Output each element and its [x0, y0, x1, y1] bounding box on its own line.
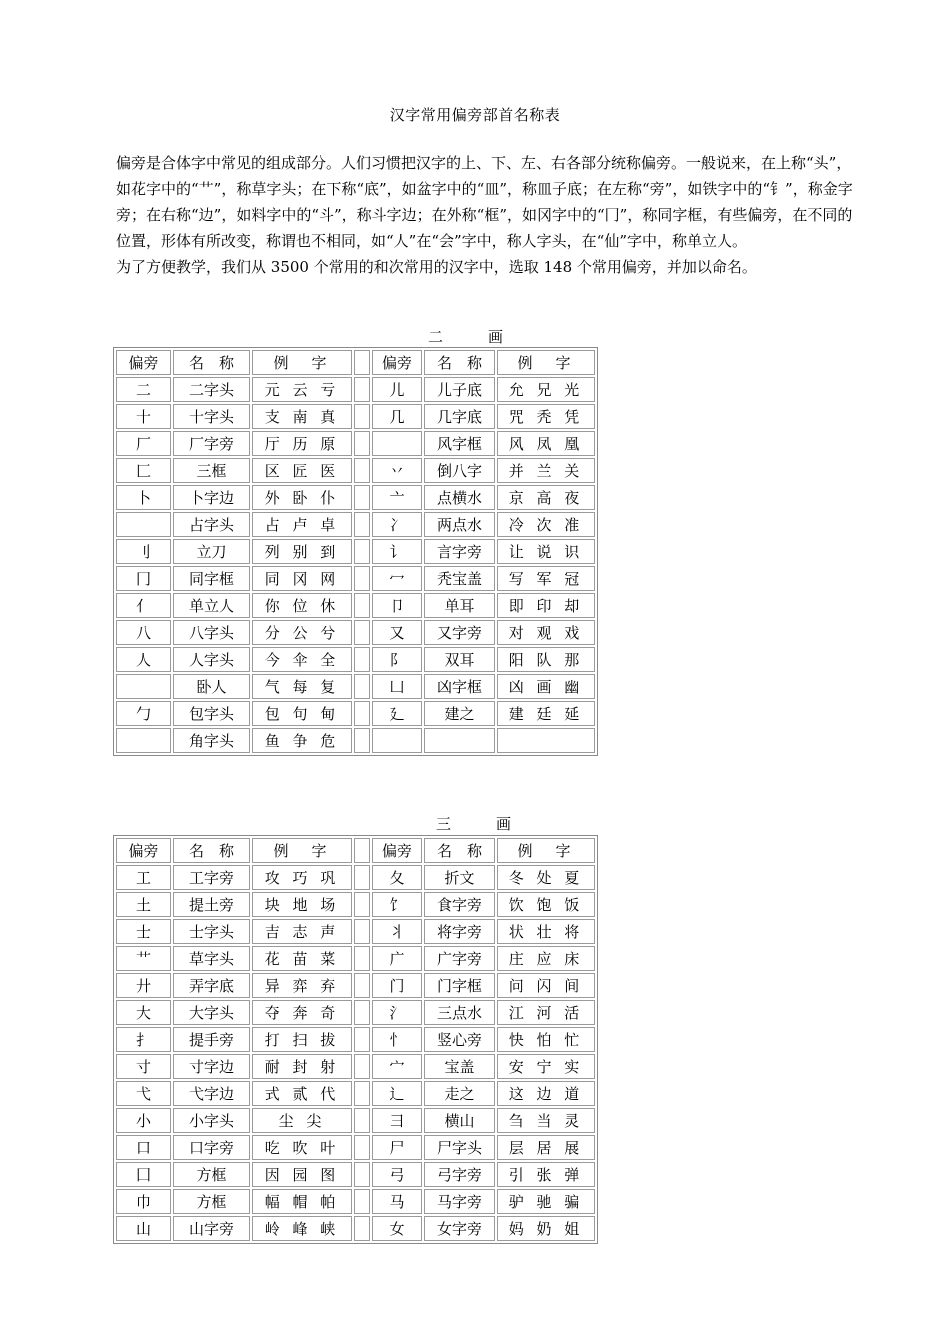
- column-gap: [354, 620, 370, 645]
- example-chars-cell: 引 张 弹: [497, 1162, 595, 1187]
- radical-cell: 丬: [372, 919, 422, 944]
- radical-name-cell: 秃宝盖: [424, 566, 495, 591]
- radical-cell: 饣: [372, 892, 422, 917]
- radical-cell: 廾: [116, 973, 171, 998]
- example-chars-cell: 气 每 复: [252, 674, 352, 699]
- column-gap: [354, 946, 370, 971]
- radical-cell: 忄: [372, 1027, 422, 1052]
- radical-name-cell: 人字头: [173, 647, 250, 672]
- radical-cell: 夂: [372, 865, 422, 890]
- example-chars-cell: 风 凤 凰: [497, 431, 595, 456]
- table-row: [116, 973, 595, 998]
- example-chars-cell: 厅 历 原: [252, 431, 352, 456]
- radical-cell: 二: [116, 377, 171, 402]
- header-radical: 偏旁: [116, 838, 171, 863]
- example-chars-cell: 岭 峰 峡: [252, 1216, 352, 1241]
- table-row: [116, 1000, 595, 1025]
- table-header-row: [116, 350, 595, 375]
- radical-cell: 冖: [372, 566, 422, 591]
- radical-cell: 辶: [372, 1081, 422, 1106]
- radical-cell: 匚: [116, 458, 171, 483]
- table-row: [116, 674, 595, 699]
- table-row: [116, 1108, 595, 1133]
- table-row: [116, 1054, 595, 1079]
- table-row: [116, 728, 595, 753]
- table-row: [116, 1162, 595, 1187]
- radical-name-cell: 广字旁: [424, 946, 495, 971]
- radical-cell: 门: [372, 973, 422, 998]
- header-radical: 偏旁: [116, 350, 171, 375]
- radical-cell: 宀: [372, 1054, 422, 1079]
- example-chars-cell: 层 居 展: [497, 1135, 595, 1160]
- example-chars-cell: 占 卢 卓: [252, 512, 352, 537]
- radical-name-cell: 单立人: [173, 593, 250, 618]
- radical-cell: 卩: [372, 593, 422, 618]
- example-chars-cell: 刍 当 灵: [497, 1108, 595, 1133]
- radical-cell: 刂: [116, 539, 171, 564]
- example-chars-cell: 吃 吹 叶: [252, 1135, 352, 1160]
- example-chars-cell: 元 云 亏: [252, 377, 352, 402]
- radical-name-cell: 卧人: [173, 674, 250, 699]
- column-gap: [354, 458, 370, 483]
- radical-name-cell: 走之: [424, 1081, 495, 1106]
- radical-cell: 大: [116, 1000, 171, 1025]
- example-chars-cell: 分 公 兮: [252, 620, 352, 645]
- header-radical: 偏旁: [372, 838, 422, 863]
- table-row: [116, 919, 595, 944]
- column-gap: [354, 1000, 370, 1025]
- example-chars-cell: 冷 次 准: [497, 512, 595, 537]
- table-row: [116, 404, 595, 429]
- radical-name-cell: 厂字旁: [173, 431, 250, 456]
- intro-paragraph-2: 为了方便教学，我们从 3500 个常用的和次常用的汉字中，选取 148 个常用偏旁，并加以命名。: [116, 258, 757, 276]
- column-gap: [354, 973, 370, 998]
- table-row: [116, 1081, 595, 1106]
- example-chars-cell: 阳 队 那: [497, 647, 595, 672]
- radical-name-cell: 弄字底: [173, 973, 250, 998]
- radical-name-cell: 言字旁: [424, 539, 495, 564]
- example-chars-cell: 庄 应 床: [497, 946, 595, 971]
- radical-cell: 弋: [116, 1081, 171, 1106]
- example-chars-cell: 江 河 活: [497, 1000, 595, 1025]
- example-chars-cell: 花 苗 菜: [252, 946, 352, 971]
- radical-name-cell: 十字头: [173, 404, 250, 429]
- table-row: [116, 1216, 595, 1241]
- header-example: 例 字: [252, 350, 352, 375]
- radical-cell: 口: [116, 1135, 171, 1160]
- radical-name-cell: 三框: [173, 458, 250, 483]
- column-gap: [354, 485, 370, 510]
- radical-cell: 寸: [116, 1054, 171, 1079]
- column-gap: [354, 701, 370, 726]
- example-chars-cell: 外 卧 仆: [252, 485, 352, 510]
- column-gap: [354, 865, 370, 890]
- radical-cell: 氵: [372, 1000, 422, 1025]
- column-gap: [354, 593, 370, 618]
- example-chars-cell: 饮 饱 饭: [497, 892, 595, 917]
- radical-cell: 马: [372, 1189, 422, 1214]
- radical-cell: 勹: [116, 701, 171, 726]
- example-chars-cell: 因 园 图: [252, 1162, 352, 1187]
- example-chars-cell: 咒 秃 凭: [497, 404, 595, 429]
- example-chars-cell: 建 廷 延: [497, 701, 595, 726]
- example-chars-cell: 凶 画 幽: [497, 674, 595, 699]
- column-gap: [354, 1135, 370, 1160]
- table-header-row: [116, 838, 595, 863]
- column-gap: [354, 512, 370, 537]
- radical-name-cell: 草字头: [173, 946, 250, 971]
- intro-paragraph-1: 偏旁是合体字中常见的组成部分。人们习惯把汉字的上、下、左、右各部分统称偏旁。一般说来，在上称“头”，如花字中的“艹”，称草字头；在下称“底”，如盆字中的“皿”，称皿子底；在左称“旁”，如铁字中的“钅”，称金字旁；在右称“边”，如料字中的“斗”，称斗字边；在外称“框”，如冈字中的“冂”，称同字框，有些偏旁，在不同的位置，形体有所改变，称谓也不相同，如“人”在“会”字中，称人字头，在“仙”字中，称单立人。: [116, 154, 853, 250]
- example-chars-cell: 即 印 却: [497, 593, 595, 618]
- radical-name-cell: 食字旁: [424, 892, 495, 917]
- example-chars-cell: 这 边 道: [497, 1081, 595, 1106]
- column-gap: [354, 1216, 370, 1241]
- radical-name-cell: 建之: [424, 701, 495, 726]
- example-chars-cell: 并 兰 关: [497, 458, 595, 483]
- example-chars-cell: 块 地 场: [252, 892, 352, 917]
- example-chars-cell: 状 壮 将: [497, 919, 595, 944]
- table-row: [116, 512, 595, 537]
- radical-cell: 儿: [372, 377, 422, 402]
- radical-name-cell: 尸字头: [424, 1135, 495, 1160]
- column-gap: [354, 838, 370, 863]
- header-name: 名 称: [173, 350, 250, 375]
- example-chars-cell: 支 南 真: [252, 404, 352, 429]
- table-row: [116, 1027, 595, 1052]
- radical-cell: 十: [116, 404, 171, 429]
- radical-cell: [372, 431, 422, 456]
- example-chars-cell: 夺 奔 奇: [252, 1000, 352, 1025]
- radical-name-cell: 三点水: [424, 1000, 495, 1025]
- radical-cell: [116, 728, 171, 753]
- radical-name-cell: 立刀: [173, 539, 250, 564]
- header-radical: 偏旁: [372, 350, 422, 375]
- column-gap: [354, 919, 370, 944]
- section-title-two-strokes: 二 画: [428, 328, 504, 346]
- column-gap: [354, 1189, 370, 1214]
- radical-cell: [116, 512, 171, 537]
- radical-cell: 广: [372, 946, 422, 971]
- radical-name-cell: 弓字旁: [424, 1162, 495, 1187]
- radical-cell: 丷: [372, 458, 422, 483]
- example-chars-cell: [497, 728, 595, 753]
- radical-cell: 女: [372, 1216, 422, 1241]
- radical-cell: 阝: [372, 647, 422, 672]
- column-gap: [354, 728, 370, 753]
- radical-cell: 工: [116, 865, 171, 890]
- column-gap: [354, 1027, 370, 1052]
- radical-cell: [372, 728, 422, 753]
- header-name: 名 称: [424, 350, 495, 375]
- intro-text: [116, 150, 856, 280]
- radical-name-cell: 卜字边: [173, 485, 250, 510]
- radical-name-cell: [424, 728, 495, 753]
- radical-cell: 卜: [116, 485, 171, 510]
- radical-name-cell: 点横水: [424, 485, 495, 510]
- radical-name-cell: 双耳: [424, 647, 495, 672]
- example-chars-cell: 吉 志 声: [252, 919, 352, 944]
- example-chars-cell: 包 句 甸: [252, 701, 352, 726]
- column-gap: [354, 404, 370, 429]
- example-chars-cell: 异 弈 弃: [252, 973, 352, 998]
- column-gap: [354, 1081, 370, 1106]
- radical-name-cell: 二字头: [173, 377, 250, 402]
- example-chars-cell: 攻 巧 巩: [252, 865, 352, 890]
- radical-cell: 廴: [372, 701, 422, 726]
- table-row: [116, 946, 595, 971]
- example-chars-cell: 今 伞 全: [252, 647, 352, 672]
- table-row: [116, 865, 595, 890]
- radical-cell: 讠: [372, 539, 422, 564]
- radical-name-cell: 折文: [424, 865, 495, 890]
- radical-table-three-strokes: [113, 835, 598, 1244]
- radical-name-cell: 横山: [424, 1108, 495, 1133]
- table-row: [116, 593, 595, 618]
- example-chars-cell: 耐 封 射: [252, 1054, 352, 1079]
- radical-name-cell: 竖心旁: [424, 1027, 495, 1052]
- radical-name-cell: 女字旁: [424, 1216, 495, 1241]
- radical-cell: 八: [116, 620, 171, 645]
- header-example: 例 字: [252, 838, 352, 863]
- column-gap: [354, 647, 370, 672]
- example-chars-cell: 你 位 休: [252, 593, 352, 618]
- radical-cell: 扌: [116, 1027, 171, 1052]
- radical-name-cell: 门字框: [424, 973, 495, 998]
- radical-cell: 巾: [116, 1189, 171, 1214]
- table-row: [116, 431, 595, 456]
- example-chars-cell: 让 说 识: [497, 539, 595, 564]
- radical-name-cell: 提手旁: [173, 1027, 250, 1052]
- column-gap: [354, 1162, 370, 1187]
- radical-name-cell: 大字头: [173, 1000, 250, 1025]
- table-row: [116, 566, 595, 591]
- section-title-three-strokes: 三 画: [436, 815, 512, 833]
- radical-name-cell: 同字框: [173, 566, 250, 591]
- table-row: [116, 892, 595, 917]
- column-gap: [354, 674, 370, 699]
- header-name: 名 称: [424, 838, 495, 863]
- table-row: [116, 377, 595, 402]
- example-chars-cell: 幅 帽 帕: [252, 1189, 352, 1214]
- radical-name-cell: 寸字边: [173, 1054, 250, 1079]
- radical-name-cell: 小字头: [173, 1108, 250, 1133]
- header-example: 例 字: [497, 838, 595, 863]
- radical-cell: 小: [116, 1108, 171, 1133]
- radical-cell: 尸: [372, 1135, 422, 1160]
- radical-name-cell: 方框: [173, 1162, 250, 1187]
- radical-name-cell: 将字旁: [424, 919, 495, 944]
- radical-cell: 又: [372, 620, 422, 645]
- column-gap: [354, 539, 370, 564]
- radical-cell: 土: [116, 892, 171, 917]
- radical-name-cell: 口字旁: [173, 1135, 250, 1160]
- example-chars-cell: 列 别 到: [252, 539, 352, 564]
- example-chars-cell: 式 贰 代: [252, 1081, 352, 1106]
- radical-name-cell: 马字旁: [424, 1189, 495, 1214]
- radical-name-cell: 又字旁: [424, 620, 495, 645]
- radical-name-cell: 包字头: [173, 701, 250, 726]
- radical-cell: 人: [116, 647, 171, 672]
- header-name: 名 称: [173, 838, 250, 863]
- column-gap: [354, 1054, 370, 1079]
- radical-name-cell: 几字底: [424, 404, 495, 429]
- column-gap: [354, 431, 370, 456]
- radical-cell: 厂: [116, 431, 171, 456]
- example-chars-cell: 京 高 夜: [497, 485, 595, 510]
- radical-name-cell: 儿子底: [424, 377, 495, 402]
- column-gap: [354, 377, 370, 402]
- column-gap: [354, 566, 370, 591]
- radical-name-cell: 两点水: [424, 512, 495, 537]
- radical-cell: 彐: [372, 1108, 422, 1133]
- radical-name-cell: 工字旁: [173, 865, 250, 890]
- radical-cell: 冂: [116, 566, 171, 591]
- radical-cell: 囗: [116, 1162, 171, 1187]
- radical-name-cell: 八字头: [173, 620, 250, 645]
- example-chars-cell: 快 怕 忙: [497, 1027, 595, 1052]
- radical-name-cell: 宝盖: [424, 1054, 495, 1079]
- example-chars-cell: 鱼 争 危: [252, 728, 352, 753]
- example-chars-cell: 对 观 戏: [497, 620, 595, 645]
- example-chars-cell: 妈 奶 姐: [497, 1216, 595, 1241]
- table-row: [116, 458, 595, 483]
- radical-name-cell: 弋字边: [173, 1081, 250, 1106]
- example-chars-cell: 问 闪 间: [497, 973, 595, 998]
- example-chars-cell: 允 兄 光: [497, 377, 595, 402]
- radical-cell: 艹: [116, 946, 171, 971]
- example-chars-cell: 区 匠 医: [252, 458, 352, 483]
- document-title: 汉字常用偏旁部首名称表: [389, 106, 561, 124]
- table-row: [116, 485, 595, 510]
- radical-name-cell: 山字旁: [173, 1216, 250, 1241]
- radical-cell: 亻: [116, 593, 171, 618]
- example-chars-cell: 打 扫 拔: [252, 1027, 352, 1052]
- radical-name-cell: 士字头: [173, 919, 250, 944]
- table-row: [116, 647, 595, 672]
- radical-cell: [116, 674, 171, 699]
- table-row: [116, 620, 595, 645]
- radical-name-cell: 角字头: [173, 728, 250, 753]
- radical-cell: 几: [372, 404, 422, 429]
- example-chars-cell: 驴 驰 骗: [497, 1189, 595, 1214]
- example-chars-cell: 写 军 冠: [497, 566, 595, 591]
- radical-name-cell: 风字框: [424, 431, 495, 456]
- radical-name-cell: 方框: [173, 1189, 250, 1214]
- table-row: [116, 1189, 595, 1214]
- table-row: [116, 1135, 595, 1160]
- radical-cell: 亠: [372, 485, 422, 510]
- radical-cell: 冫: [372, 512, 422, 537]
- table-row: [116, 539, 595, 564]
- radical-cell: 弓: [372, 1162, 422, 1187]
- example-chars-cell: 安 宁 实: [497, 1054, 595, 1079]
- radical-name-cell: 单耳: [424, 593, 495, 618]
- radical-name-cell: 倒八字: [424, 458, 495, 483]
- example-chars-cell: 同 冈 网: [252, 566, 352, 591]
- table-row: [116, 701, 595, 726]
- header-example: 例 字: [497, 350, 595, 375]
- radical-name-cell: 占字头: [173, 512, 250, 537]
- column-gap: [354, 892, 370, 917]
- example-chars-cell: 冬 处 夏: [497, 865, 595, 890]
- radical-name-cell: 凶字框: [424, 674, 495, 699]
- radical-cell: 山: [116, 1216, 171, 1241]
- column-gap: [354, 1108, 370, 1133]
- radical-cell: 凵: [372, 674, 422, 699]
- radical-name-cell: 提土旁: [173, 892, 250, 917]
- radical-table-two-strokes: [113, 347, 598, 756]
- example-chars-cell: 尘 尖: [252, 1108, 352, 1133]
- radical-cell: 士: [116, 919, 171, 944]
- column-gap: [354, 350, 370, 375]
